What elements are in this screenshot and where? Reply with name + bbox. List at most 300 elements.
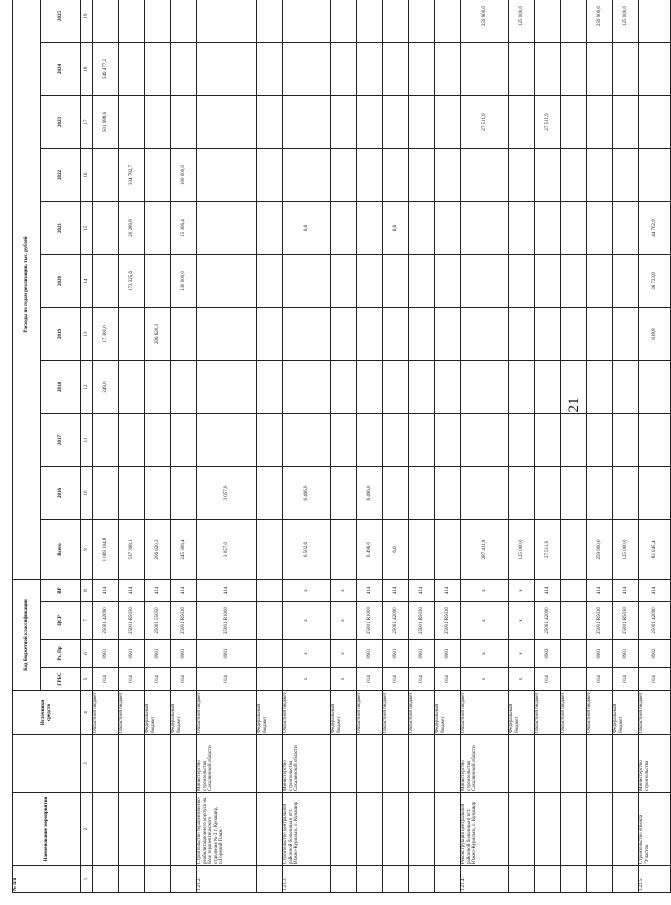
- row-year-value: [613, 96, 639, 149]
- row-rzpr: х: [509, 640, 535, 668]
- row-grbs: 014: [535, 668, 561, 691]
- row-grbs: 014: [383, 668, 409, 691]
- header-year: 2021: [41, 202, 81, 255]
- row-name: [357, 793, 383, 866]
- row-year-value: [283, 43, 331, 96]
- row-year-value: [461, 255, 509, 308]
- row-executor: [383, 735, 409, 793]
- row-source: Областной бюджет: [639, 691, 671, 735]
- row-year-value: [197, 0, 257, 43]
- row-year-value: [435, 255, 461, 308]
- row-year-value: [409, 43, 435, 96]
- row-number: [357, 866, 383, 893]
- row-grbs: 014: [587, 668, 613, 691]
- row-csr: 25001 42090: [383, 602, 409, 640]
- row-year-value: [331, 414, 357, 467]
- column-number: 11: [81, 414, 93, 467]
- row-executor: [509, 735, 535, 793]
- row-source: Областной бюджет: [283, 691, 331, 735]
- row-year-value: [509, 96, 535, 149]
- row-year-value: [509, 414, 535, 467]
- row-year-value: [535, 467, 561, 520]
- row-executor: Министерство строительства Сахалинской области: [461, 735, 509, 793]
- row-rzpr: [561, 640, 587, 668]
- row-year-value: [145, 467, 171, 520]
- row-grbs: 014: [613, 668, 639, 691]
- row-source: Федеральный бюджет: [435, 691, 461, 735]
- row-grbs: 014: [409, 668, 435, 691]
- column-number: 2: [81, 793, 93, 866]
- row-year-value: [145, 202, 171, 255]
- budget-table: [12, 0, 671, 893]
- row-number: [509, 866, 535, 893]
- row-vr: х: [461, 580, 509, 602]
- header-name: Наименование мероприятия: [13, 793, 81, 866]
- row-year-value: [587, 308, 613, 361]
- row-grbs: х: [331, 668, 357, 691]
- row-year-value: [171, 96, 197, 149]
- row-executor: [435, 735, 461, 793]
- row-year-value: 618,8: [639, 308, 671, 361]
- row-year-value: [435, 361, 461, 414]
- row-year-value: [93, 202, 119, 255]
- row-number: [409, 866, 435, 893]
- row-year-value: [383, 467, 409, 520]
- row-year-value: [561, 43, 587, 96]
- column-number: 13: [81, 308, 93, 361]
- row-year-value: [331, 149, 357, 202]
- row-vr: 414: [171, 580, 197, 602]
- row-year-value: [509, 361, 535, 414]
- page-number: 21: [566, 397, 582, 413]
- row-source: Областной бюджет: [561, 691, 587, 735]
- row-total: [435, 520, 461, 580]
- column-number: 18: [81, 43, 93, 96]
- row-name: Строительство терапевтическо-реабилитационного корпуса на базе терапевтического отделения № 2 г. Кунашир, п.Горячий Пляж: [197, 793, 257, 866]
- row-year-value: [535, 361, 561, 414]
- row-rzpr: 0902: [639, 640, 671, 668]
- row-total: 6,6: [383, 520, 409, 580]
- row-year-value: [171, 308, 197, 361]
- column-number-row: [81, 0, 93, 893]
- row-csr: х: [509, 602, 535, 640]
- row-year-value: [257, 361, 283, 414]
- row-year-value: [409, 467, 435, 520]
- row-year-value: [509, 149, 535, 202]
- header-year: 2019: [41, 308, 81, 361]
- row-vr: 414: [409, 580, 435, 602]
- row-year-value: [283, 255, 331, 308]
- row-year-value: [197, 149, 257, 202]
- header-total: Всего: [41, 520, 81, 580]
- row-year-value: [257, 43, 283, 96]
- row-executor: [535, 735, 561, 793]
- row-year-value: [171, 467, 197, 520]
- row-year-value: [357, 414, 383, 467]
- table-row: [639, 0, 671, 893]
- row-year-value: 6 496,0: [283, 467, 331, 520]
- row-year-value: [587, 149, 613, 202]
- row-year-value: [93, 0, 119, 43]
- row-grbs: 014: [357, 668, 383, 691]
- row-year-value: [435, 0, 461, 43]
- row-year-value: [383, 43, 409, 96]
- row-csr: 25001 55050: [145, 602, 171, 640]
- row-total: [561, 520, 587, 580]
- row-total: [409, 520, 435, 580]
- row-year-value: [561, 255, 587, 308]
- row-year-value: 3 057,0: [197, 467, 257, 520]
- row-executor: [587, 735, 613, 793]
- row-year-value: 259 900,0: [587, 0, 613, 43]
- row-year-value: [283, 96, 331, 149]
- row-rzpr: 0901: [435, 640, 461, 668]
- row-executor: [257, 735, 283, 793]
- table-row: [171, 0, 197, 893]
- row-executor: [145, 735, 171, 793]
- row-year-value: [383, 308, 409, 361]
- row-csr: 25001 R5030: [435, 602, 461, 640]
- row-year-value: [119, 96, 145, 149]
- row-year-value: 549 477,2: [93, 43, 119, 96]
- row-year-value: [283, 361, 331, 414]
- row-name: [587, 793, 613, 866]
- row-year-value: [461, 414, 509, 467]
- row-grbs: 014: [93, 668, 119, 691]
- row-year-value: [587, 96, 613, 149]
- table-row: [257, 0, 283, 893]
- row-year-value: [197, 308, 257, 361]
- column-number: 15: [81, 202, 93, 255]
- row-year-value: [409, 96, 435, 149]
- column-number: 14: [81, 255, 93, 308]
- row-number: [435, 866, 461, 893]
- row-year-value: [613, 255, 639, 308]
- row-year-value: [197, 255, 257, 308]
- header-n: № п/п: [13, 866, 81, 893]
- row-csr: [257, 602, 283, 640]
- row-year-value: 125 000,0: [613, 0, 639, 43]
- row-year-value: [461, 467, 509, 520]
- table-row: [409, 0, 435, 893]
- row-year-value: 100 000,0: [171, 149, 197, 202]
- row-vr: 414: [639, 580, 671, 602]
- row-year-value: [461, 202, 509, 255]
- row-number: 1.21.3.: [283, 866, 331, 893]
- header-csr: ЦСР: [41, 602, 81, 640]
- row-year-value: [587, 361, 613, 414]
- table-row: [587, 0, 613, 893]
- row-number: [145, 866, 171, 893]
- row-year-value: [461, 308, 509, 361]
- row-grbs: [257, 668, 283, 691]
- row-year-value: [561, 0, 587, 43]
- table-row: [119, 0, 145, 893]
- row-year-value: [357, 43, 383, 96]
- row-year-value: [535, 255, 561, 308]
- row-year-value: [613, 149, 639, 202]
- header-source: Источники средств: [13, 691, 81, 735]
- table-row: [357, 0, 383, 893]
- row-total: 245 306,4: [171, 520, 197, 580]
- row-year-value: 17 300,0: [93, 308, 119, 361]
- row-name: [435, 793, 461, 866]
- row-year-value: [197, 43, 257, 96]
- row-csr: х: [331, 602, 357, 640]
- row-year-value: [639, 43, 671, 96]
- row-year-value: 27 511,9: [461, 96, 509, 149]
- row-year-value: [409, 308, 435, 361]
- row-source: Областной бюджет: [197, 691, 257, 735]
- row-vr: 414: [587, 580, 613, 602]
- row-year-value: [639, 414, 671, 467]
- row-year-value: [257, 308, 283, 361]
- row-year-value: [435, 43, 461, 96]
- row-vr: 414: [197, 580, 257, 602]
- row-year-value: [331, 202, 357, 255]
- row-year-value: [535, 0, 561, 43]
- row-year-value: [561, 149, 587, 202]
- row-year-value: 249,0: [93, 361, 119, 414]
- row-csr: 25001 R1000: [197, 602, 257, 640]
- row-name: [171, 793, 197, 866]
- row-name: [145, 793, 171, 866]
- row-year-value: [587, 43, 613, 96]
- row-year-value: 44 702,8: [639, 202, 671, 255]
- row-year-value: [357, 0, 383, 43]
- row-year-value: [535, 202, 561, 255]
- row-grbs: [561, 668, 587, 691]
- row-year-value: [93, 149, 119, 202]
- row-vr: 414: [145, 580, 171, 602]
- column-number: 19: [81, 0, 93, 43]
- row-executor: Министерство строительства Сахалинской области: [197, 735, 257, 793]
- row-source: Областной бюджет: [535, 691, 561, 735]
- column-number: 5: [81, 668, 93, 691]
- row-year-value: [257, 255, 283, 308]
- row-year-value: [409, 0, 435, 43]
- row-source: Федеральный бюджет: [145, 691, 171, 735]
- row-rzpr: 0901: [409, 640, 435, 668]
- row-year-value: [383, 96, 409, 149]
- row-csr: 25001 R5030: [171, 602, 197, 640]
- row-year-value: [435, 414, 461, 467]
- table-row: [435, 0, 461, 893]
- column-number: 16: [81, 149, 93, 202]
- row-grbs: 014: [197, 668, 257, 691]
- row-year-value: [197, 414, 257, 467]
- row-csr: х: [461, 602, 509, 640]
- row-year-value: [283, 149, 331, 202]
- row-name: [509, 793, 535, 866]
- row-year-value: [561, 467, 587, 520]
- row-rzpr: х: [283, 640, 331, 668]
- row-rzpr: [257, 640, 283, 668]
- row-csr: 25001 R5030: [409, 602, 435, 640]
- header-year: 2025: [41, 0, 81, 43]
- column-number: 7: [81, 602, 93, 640]
- row-year-value: [171, 43, 197, 96]
- header-spend-group: Расходы по годам реализации, тыс. рублей: [13, 0, 41, 580]
- row-vr: х: [509, 580, 535, 602]
- table-row: [613, 0, 639, 893]
- column-number: 1: [81, 866, 93, 893]
- column-number: 3: [81, 735, 93, 793]
- row-year-value: 206 620,3: [145, 308, 171, 361]
- row-year-value: [145, 255, 171, 308]
- row-source: Федеральный бюджет: [331, 691, 357, 735]
- row-year-value: [331, 308, 357, 361]
- row-rzpr: 0902: [535, 640, 561, 668]
- row-year-value: [383, 255, 409, 308]
- row-number: [93, 866, 119, 893]
- row-year-value: 130 000,0: [171, 255, 197, 308]
- row-number: [257, 866, 283, 893]
- row-rzpr: 0901: [383, 640, 409, 668]
- column-number: 9: [81, 520, 93, 580]
- row-year-value: [587, 467, 613, 520]
- row-year-value: [435, 467, 461, 520]
- row-vr: 414: [93, 580, 119, 602]
- row-rzpr: 0901: [171, 640, 197, 668]
- row-year-value: [509, 255, 535, 308]
- row-year-value: [561, 414, 587, 467]
- row-vr: 414: [435, 580, 461, 602]
- table-body: [93, 0, 671, 893]
- row-year-value: [535, 149, 561, 202]
- row-year-value: [613, 467, 639, 520]
- row-year-value: [409, 255, 435, 308]
- row-number: [535, 866, 561, 893]
- row-vr: 414: [357, 580, 383, 602]
- row-rzpr: х: [461, 640, 509, 668]
- header-year: 2024: [41, 43, 81, 96]
- row-year-value: [509, 43, 535, 96]
- row-year-value: [613, 414, 639, 467]
- row-year-value: [383, 0, 409, 43]
- row-year-value: [409, 361, 435, 414]
- row-year-value: [613, 308, 639, 361]
- row-number: 1.21.5.: [639, 866, 671, 893]
- row-source: Федеральный бюджет: [257, 691, 283, 735]
- row-year-value: [587, 414, 613, 467]
- row-total: 287 411,9: [461, 520, 509, 580]
- row-grbs: 014: [119, 668, 145, 691]
- row-year-value: [119, 43, 145, 96]
- row-year-value: [257, 96, 283, 149]
- row-year-value: [509, 202, 535, 255]
- table-row: [383, 0, 409, 893]
- table-row: [509, 0, 535, 893]
- row-csr: 25001 42090: [93, 602, 119, 640]
- row-total: [257, 520, 283, 580]
- row-executor: [93, 735, 119, 793]
- row-year-value: [639, 0, 671, 43]
- table-row: [145, 0, 171, 893]
- row-year-value: [435, 96, 461, 149]
- row-year-value: [145, 0, 171, 43]
- row-year-value: [331, 43, 357, 96]
- column-number: 8: [81, 580, 93, 602]
- row-csr: х: [283, 602, 331, 640]
- row-source: Федеральный бюджет: [509, 691, 535, 735]
- row-year-value: [93, 414, 119, 467]
- row-year-value: [145, 43, 171, 96]
- row-year-value: [561, 202, 587, 255]
- row-year-value: [561, 96, 587, 149]
- row-year-value: 501 988,6: [93, 96, 119, 149]
- row-vr: 414: [119, 580, 145, 602]
- row-year-value: [639, 149, 671, 202]
- row-grbs: 014: [639, 668, 671, 691]
- row-year-value: 6 496,0: [357, 467, 383, 520]
- header-year: 2016: [41, 467, 81, 520]
- row-vr: [257, 580, 283, 602]
- row-year-value: [435, 149, 461, 202]
- row-name: Строительство объекта "Участок: [639, 793, 671, 866]
- row-year-value: [613, 361, 639, 414]
- row-source: Областной бюджет: [357, 691, 383, 735]
- row-rzpr: 0901: [197, 640, 257, 668]
- row-year-value: [461, 43, 509, 96]
- row-year-value: [587, 255, 613, 308]
- row-year-value: [119, 0, 145, 43]
- row-year-value: [639, 361, 671, 414]
- row-year-value: [171, 414, 197, 467]
- row-executor: [171, 735, 197, 793]
- table-row: [283, 0, 331, 893]
- row-year-value: [145, 414, 171, 467]
- row-year-value: [409, 202, 435, 255]
- row-year-value: [613, 202, 639, 255]
- row-year-value: [283, 414, 331, 467]
- row-year-value: [461, 149, 509, 202]
- row-year-value: [509, 467, 535, 520]
- row-source: Областной бюджет: [461, 691, 509, 735]
- row-year-value: [461, 361, 509, 414]
- row-total: 27 511,9: [535, 520, 561, 580]
- row-source: Областной бюджет: [93, 691, 119, 735]
- row-year-value: [435, 308, 461, 361]
- table-row: [93, 0, 119, 893]
- table-row: [535, 0, 561, 893]
- row-year-value: [257, 202, 283, 255]
- row-year-value: [197, 202, 257, 255]
- row-year-value: [331, 0, 357, 43]
- table-row: [331, 0, 357, 893]
- row-name: [613, 793, 639, 866]
- header-year: 2020: [41, 255, 81, 308]
- column-number: 12: [81, 361, 93, 414]
- row-total: 206 620,3: [145, 520, 171, 580]
- row-year-value: [171, 0, 197, 43]
- row-year-value: 6,6: [383, 202, 409, 255]
- row-year-value: [331, 96, 357, 149]
- row-name: [409, 793, 435, 866]
- row-csr: 25001 42090: [639, 602, 671, 640]
- row-name: [93, 793, 119, 866]
- row-name: [535, 793, 561, 866]
- header-year: 2017: [41, 414, 81, 467]
- row-year-value: [257, 467, 283, 520]
- row-total: 6 502,6: [283, 520, 331, 580]
- row-grbs: 014: [435, 668, 461, 691]
- row-year-value: 259 900,0: [461, 0, 509, 43]
- row-number: [119, 866, 145, 893]
- row-vr: [561, 580, 587, 602]
- column-number: 17: [81, 96, 93, 149]
- row-name: [331, 793, 357, 866]
